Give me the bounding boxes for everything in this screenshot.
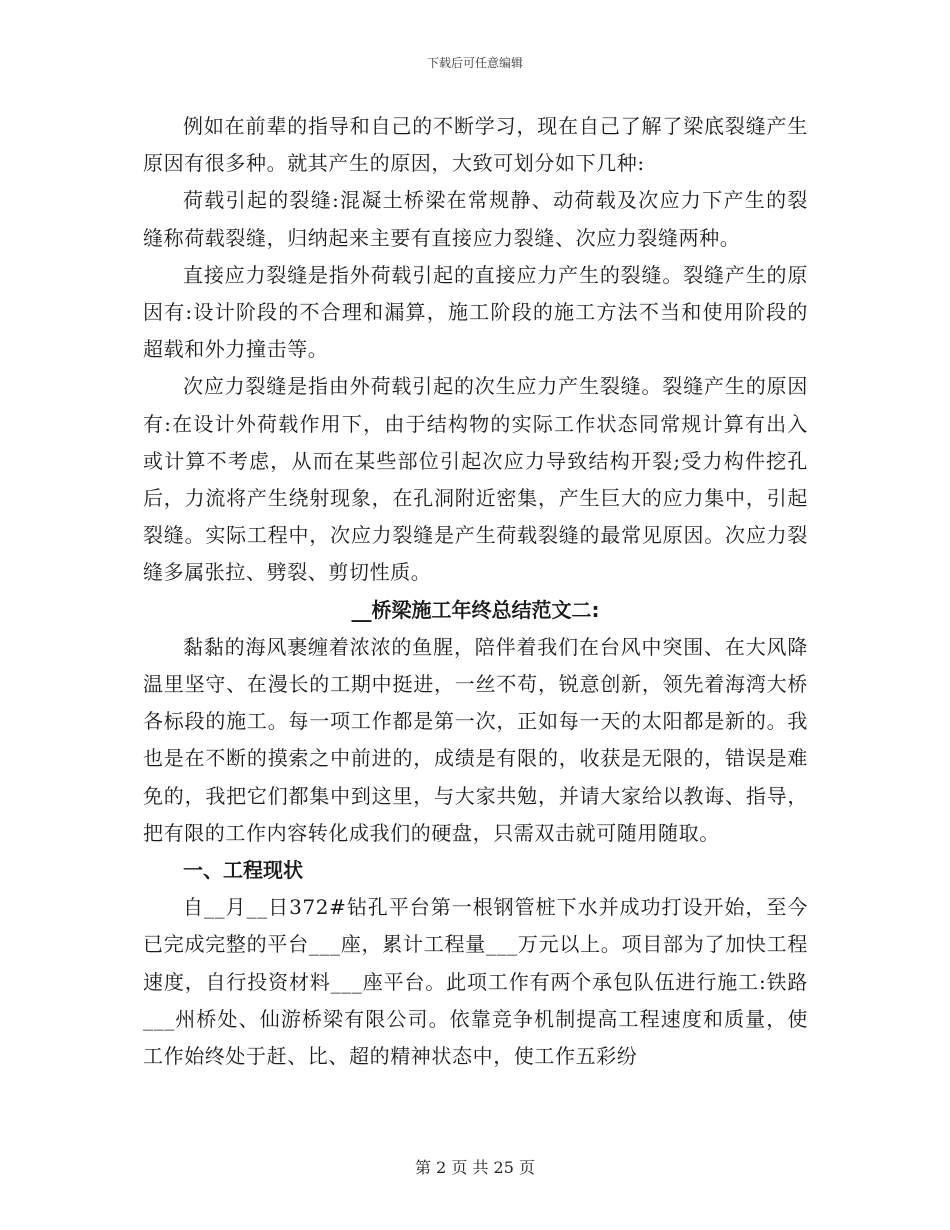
- page-footer: 第 2 页 共 25 页: [415, 1158, 535, 1177]
- page-body: [143, 108, 808, 1075]
- paragraph: 荷载引起的裂缝:混凝土桥梁在常规静、动荷载及次应力下产生的裂缝称荷载裂缝，归纳起来主要有直接应力裂缝、次应力裂缝两种。: [143, 188, 808, 250]
- section-heading: 一、工程现状: [183, 858, 303, 883]
- page-header: 下载后可任意编辑: [426, 56, 523, 70]
- section-subtitle: __桥梁施工年终总结范文二:: [351, 597, 600, 622]
- paragraph: 次应力裂缝是指由外荷载引起的次生应力产生裂缝。裂缝产生的原因有:在设计外荷载作用下，由于结构物的实际工作状态同常规计算有出入或计算不考虑，从而在某些部位引起次应力导致结构开裂;受力构件挖孔后，力流将产生绕射现象，在孔洞附近密集，产生巨大的应力集中，引起裂缝。实际工程中，次应力裂缝是产生荷载裂缝的最常见原因。次应力裂缝多属张拉、劈裂、剪切性质。: [143, 374, 808, 585]
- paragraph: 例如在前辈的指导和自己的不断学习，现在自己了解了梁底裂缝产生原因有很多种。就其产生的原因，大致可划分如下几种:: [143, 114, 808, 176]
- paragraph: 黏黏的海风裹缠着浓浓的鱼腥，陪伴着我们在台风中突围、在大风降温里坚守、在漫长的工期中挺进，一丝不苟，锐意创新，领先着海湾大桥各标段的施工。每一项工作都是第一次，正如每一天的太阳都是新的。我也是在不断的摸索之中前进的，成绩是有限的，收获是无限的，错误是难免的，我把它们都集中到这里，与大家共勉，并请大家给以教诲、指导，把有限的工作内容转化成我们的硬盘，只需双击就可随用随取。: [143, 634, 808, 845]
- paragraph: 自__月__日372#钻孔平台第一根钢管桩下水并成功打设开始，至今已完成完整的平台___座，累计工程量___万元以上。项目部为了加快工程速度，自行投资材料___座平台。此项工作有两个承包队伍进行施工:铁路___州桥处、仙游桥梁有限公司。依靠竞争机制提高工程速度和质量，使工作始终处于赶、比、超的精神状态中，使工作五彩纷: [143, 895, 808, 1069]
- paragraph: 直接应力裂缝是指外荷载引起的直接应力产生的裂缝。裂缝产生的原因有:设计阶段的不合理和漏算，施工阶段的施工方法不当和使用阶段的超载和外力撞击等。: [143, 262, 808, 362]
